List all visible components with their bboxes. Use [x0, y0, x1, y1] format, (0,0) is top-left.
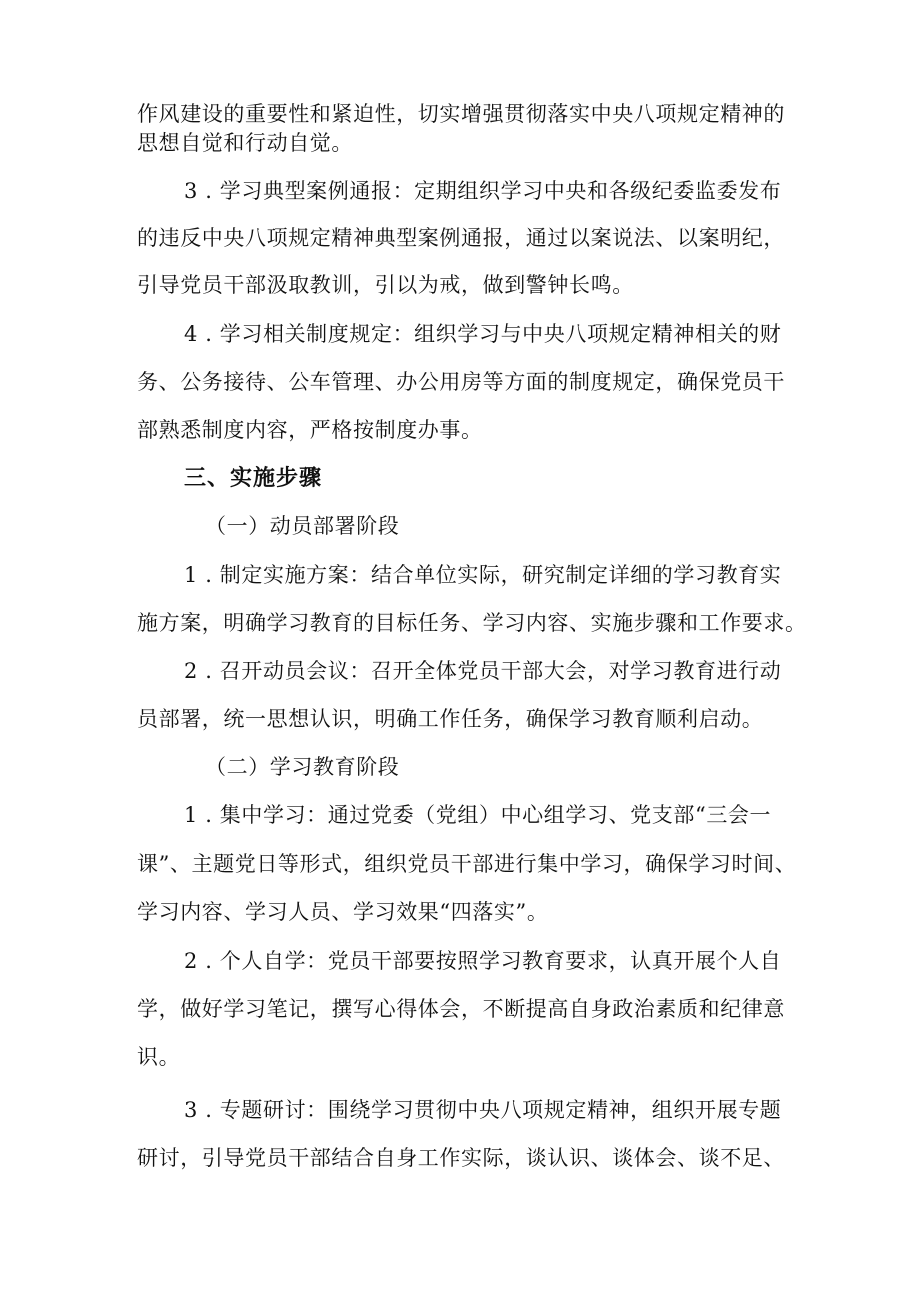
paragraph-line: 作风建设的重要性和紧迫性，切实增强贯彻落实中央八项规定精神的	[137, 102, 785, 126]
list-item-2-line: 2 . 个人自学：党员干部要按照学习教育要求，认真开展个人自	[184, 949, 782, 973]
paragraph-line: 的违反中央八项规定精神典型案例通报，通过以案说法、以案明纪，	[137, 226, 785, 250]
paragraph-line: 识。	[137, 1045, 181, 1069]
paragraph-line: 学，做好学习笔记，撰写心得体会，不断提高自身政治素质和纪律意	[137, 997, 785, 1021]
subsection-heading: （一）动员部署阶段	[205, 514, 400, 538]
subsection-heading: （二）学习教育阶段	[205, 755, 400, 779]
paragraph-line: 思想自觉和行动自觉。	[137, 131, 353, 155]
section-heading: 三、实施步骤	[184, 466, 323, 491]
list-item-3-line: 3 . 专题研讨：围绕学习贯彻中央八项规定精神，组织开展专题	[184, 1098, 782, 1122]
paragraph-line: 引导党员干部汲取教训，引以为戒，做到警钟长鸣。	[137, 273, 634, 297]
paragraph-line: 学习内容、学习人员、学习效果“四落实”。	[137, 900, 549, 924]
paragraph-line: 研讨，引导党员干部结合自身工作实际，谈认识、谈体会、谈不足、	[137, 1146, 785, 1170]
paragraph-line: 部熟悉制度内容，严格按制度办事。	[137, 418, 483, 442]
list-item-3-line: 3 . 学习典型案例通报：定期组织学习中央和各级纪委监委发布	[184, 179, 782, 203]
paragraph-line: 课”、主题党日等形式，组织党员干部进行集中学习，确保学习时间、	[137, 852, 797, 876]
paragraph-line: 施方案，明确学习教育的目标任务、学习内容、实施步骤和工作要求。	[137, 611, 807, 635]
paragraph-line: 员部署，统一思想认识，明确工作任务，确保学习教育顺利启动。	[137, 707, 764, 731]
paragraph-line: 务、公务接待、公车管理、办公用房等方面的制度规定，确保党员干	[137, 370, 785, 394]
list-item-1-line: 1 . 制定实施方案：结合单位实际，研究制定详细的学习教育实	[184, 563, 782, 587]
list-item-1-line: 1 . 集中学习：通过党委（党组）中心组学习、党支部“三会一	[184, 803, 772, 827]
list-item-4-line: 4 . 学习相关制度规定：组织学习与中央八项规定精神相关的财	[184, 322, 782, 346]
list-item-2-line: 2 . 召开动员会议：召开全体党员干部大会，对学习教育进行动	[184, 659, 782, 683]
